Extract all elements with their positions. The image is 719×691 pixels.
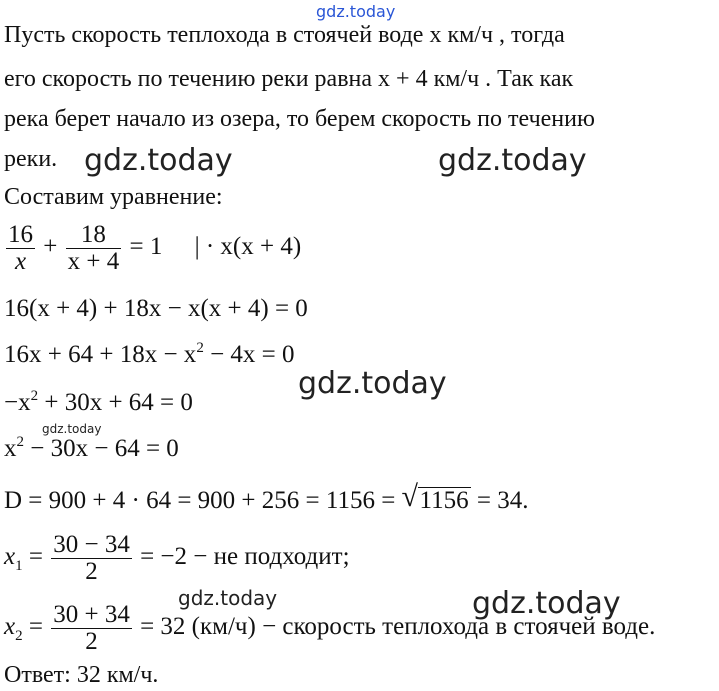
equation-4: $-x^2 + 30x + 64 = 0$	[4, 388, 193, 416]
text-line-1: Пусть скорость теплохода в стоячей воде x км/ч , тогда	[4, 22, 565, 48]
equation-discriminant: D = 900 + 4 · 64 = 900 + 256 = 1156 = √ 1156 = 34.	[4, 480, 529, 514]
equation-root-1: $x_1$ = $\frac{30 - 34}{2}$ = −2 − не подходит;	[4, 531, 350, 585]
fraction-1: $\frac{16}{x}$	[8, 221, 33, 275]
text-line-4: реки.	[4, 146, 58, 172]
equation-1: $\frac{16}{x}$ + $\frac{18}{x + 4}$ = 1 | · x(x + 4)	[8, 221, 302, 275]
equation-root-2: $x_2$ = $\frac{30 + 34}{2}$ = 32 (км/ч) − скорость теплохода в стоячей воде.	[4, 601, 656, 655]
text-line-3: река берет начало из озера, то берем скорость по течению	[4, 106, 595, 132]
equation-5: $x^2 - 30x - 64 = 0$	[4, 434, 179, 462]
fraction-2: $\frac{18}{x + 4}$	[67, 221, 120, 275]
square-root: √ 1156	[401, 480, 469, 514]
equation-3: $16x + 64 + 18x - x^2 - 4x = 0$	[4, 340, 295, 368]
watermark-2: gdz.today	[438, 143, 587, 178]
fraction-root-2: $\frac{30 + 34}{2}$	[53, 601, 130, 655]
fraction-root-1: $\frac{30 - 34}{2}$	[53, 531, 130, 585]
watermark-top: gdz.today	[316, 2, 396, 21]
equation-2: 16(x + 4) + 18x − x(x + 4) = 0	[4, 295, 308, 322]
answer-line: Ответ: 32 км/ч.	[4, 662, 159, 688]
watermark-4: gdz.today	[42, 422, 102, 436]
watermark-6: gdz.today	[472, 586, 621, 621]
watermark-1: gdz.today	[84, 143, 233, 178]
text-line-2: его скорость по течению реки равна x + 4 км/ч . Так как	[4, 66, 574, 92]
text-line-5: Составим уравнение:	[4, 184, 223, 210]
watermark-3: gdz.today	[298, 366, 447, 401]
watermark-5: gdz.today	[178, 586, 278, 610]
